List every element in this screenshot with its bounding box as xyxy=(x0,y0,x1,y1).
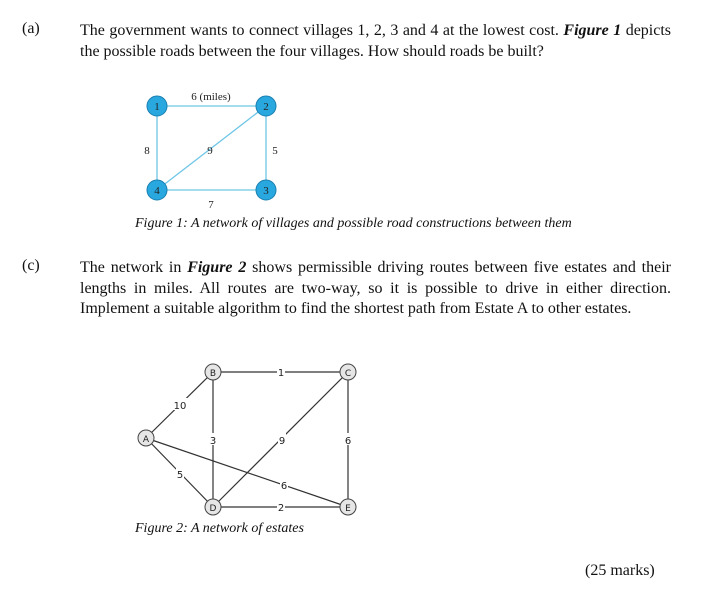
node-label-A: A xyxy=(142,435,150,445)
marks: (25 marks) xyxy=(585,562,655,579)
edge-label-1-4: 8 xyxy=(144,145,150,157)
text: The network in xyxy=(80,259,188,276)
text: The government wants to connect villages 1, 2, 3 and 4 at the lowest cost. xyxy=(80,22,564,39)
node-label-B: B xyxy=(209,369,217,379)
edge-label-C-D: 9 xyxy=(278,436,286,447)
edge-label-A-B: 10 xyxy=(173,401,187,412)
question-c-label: (c) xyxy=(22,257,40,274)
figure-ref: Figure 2 xyxy=(187,259,247,276)
node-label-D: D xyxy=(209,504,217,514)
edge-label-B-C: 1 xyxy=(277,368,285,379)
text: shows permissible driving routes between five estates and their lengths in miles. All routes are two-way, so it is possible to drive in either direction. Implement a suitable algorithm to find the shortest path from Estate A to other estates. xyxy=(80,259,671,317)
edge-label-2-3: 5 xyxy=(272,145,278,157)
node-label-4: 4 xyxy=(154,185,160,197)
node-label-E: E xyxy=(345,504,351,514)
node-label-C: C xyxy=(344,369,352,379)
figure-2-caption: Figure 2: A network of estates xyxy=(135,521,304,536)
edge-label-B-D: 3 xyxy=(209,436,217,447)
edge-label-D-E: 2 xyxy=(277,503,285,514)
node-label-3: 3 xyxy=(263,185,269,197)
node-label-2: 2 xyxy=(263,101,269,113)
figure-ref: Figure 1 xyxy=(563,22,622,39)
edge-label-A-E: 6 xyxy=(280,481,288,492)
text: depicts the possible roads between the four villages. How should roads be built? xyxy=(80,22,672,60)
node-label-1: 1 xyxy=(154,101,160,113)
edge-label-2-4: 9 xyxy=(207,145,213,157)
edge-label-4-3: 7 xyxy=(208,199,214,211)
edge-label-1-2: 6 (miles) xyxy=(191,91,231,103)
edge-label-C-E: 6 xyxy=(344,436,352,447)
figure-1-caption: Figure 1: A network of villages and possible road constructions between them xyxy=(135,216,572,231)
question-a-label: (a) xyxy=(22,20,40,37)
edge-label-A-D: 5 xyxy=(176,470,184,481)
